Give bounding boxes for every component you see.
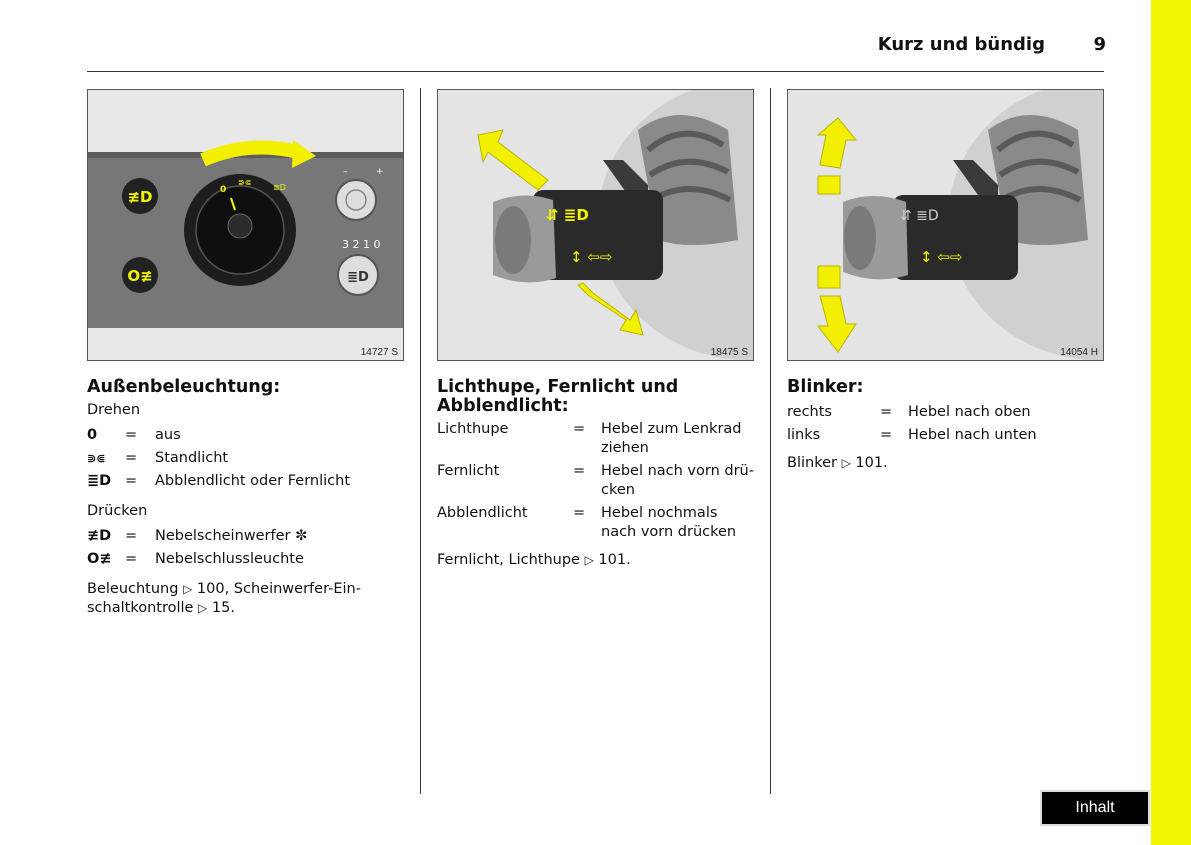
rear-fog-light-icon: O≢: [87, 551, 112, 567]
fog-light-icon: ≢D: [87, 528, 112, 544]
section-heading: Außenbeleuchtung:: [87, 377, 281, 397]
figure-turn-signal-lever: [787, 89, 1104, 361]
section-headlight-flasher: [437, 378, 757, 570]
turn-label: Drehen: [87, 402, 141, 418]
column-divider: [420, 88, 421, 794]
yellow-side-bar: [1151, 0, 1191, 845]
list-item: Lichthupe = Hebel zum Lenkrad ziehen: [437, 421, 742, 456]
figure-code: 14054 H: [1060, 347, 1098, 358]
svg-text:O≢: O≢: [127, 267, 153, 285]
section-heading: Lichthupe, Fernlicht und Abblendlicht:: [437, 377, 679, 416]
svg-text:≣D: ≣D: [273, 183, 286, 192]
list-item: rechts = Hebel nach oben: [787, 404, 1031, 420]
page-title: Kurz und bündig: [877, 34, 1045, 55]
list-item: Fernlicht = Hebel nach vorn drü- cken: [437, 463, 754, 498]
figure-code: 18475 S: [710, 347, 748, 358]
list-item: 0 = aus: [87, 427, 181, 443]
symbol-off-icon: 0: [87, 427, 98, 443]
headlight-icon: ≣D: [87, 473, 112, 489]
page-number: 9: [1093, 34, 1106, 55]
column-divider: [770, 88, 771, 794]
figure-code: 14727 S: [360, 347, 398, 358]
svg-text:⋑⋐: ⋑⋐: [238, 178, 252, 187]
section-heading: Blinker:: [787, 377, 864, 397]
list-item: ⋑⋐ = Standlicht: [87, 450, 229, 466]
svg-text:↕ ⇦⇨: ↕ ⇦⇨: [920, 248, 963, 266]
reference-arrow-icon: ▷: [584, 553, 594, 567]
reference-text: Blinker ▷ 101.: [787, 455, 888, 471]
headlight-lever-illustration: [438, 90, 753, 360]
svg-text:3 2 1 0: 3 2 1 0: [342, 238, 381, 251]
list-item: links = Hebel nach unten: [787, 427, 1037, 443]
parking-light-icon: ⋑⋐: [87, 452, 106, 465]
figure-headlight-lever: [437, 89, 754, 361]
contents-button[interactable]: Inhalt: [1040, 790, 1150, 826]
list-item: Abblendlicht = Hebel nochmals nach vorn drücken: [437, 505, 737, 540]
figure-light-switch: [87, 89, 404, 361]
section-turn-signal: [787, 378, 1107, 473]
reference-arrow-icon: ▷: [183, 582, 193, 596]
reference-arrow-icon: ▷: [841, 456, 851, 470]
svg-text:↕ ⇦⇨: ↕ ⇦⇨: [570, 248, 613, 266]
svg-text:⇵ ≣D: ⇵ ≣D: [546, 206, 589, 224]
svg-text:0: 0: [220, 185, 227, 195]
list-item: ≣D = Abblendlicht oder Fernlicht: [87, 473, 351, 489]
light-switch-illustration: [88, 90, 403, 360]
list-item: O≢ = Nebelschlussleuchte: [87, 551, 304, 567]
svg-text:–: –: [343, 167, 348, 177]
section-exterior-lighting: [87, 378, 407, 618]
svg-text:≢D: ≢D: [127, 188, 153, 206]
reference-text: Fernlicht, Lichthupe ▷ 101.: [437, 552, 631, 568]
svg-text:⇵ ≣D: ⇵ ≣D: [900, 208, 939, 224]
list-item: ≢D = Nebelscheinwerfer ✼: [87, 528, 308, 544]
svg-text:≣D: ≣D: [347, 270, 369, 285]
reference-arrow-icon: ▷: [198, 601, 208, 615]
header-divider: [87, 71, 1104, 72]
turn-signal-lever-illustration: [788, 90, 1103, 360]
press-label: Drücken: [87, 503, 148, 519]
svg-text:+: +: [376, 167, 384, 177]
reference-text: Beleuchtung ▷ 100, Scheinwerfer-Ein- schaltkontrolle ▷ 15.: [87, 581, 361, 616]
